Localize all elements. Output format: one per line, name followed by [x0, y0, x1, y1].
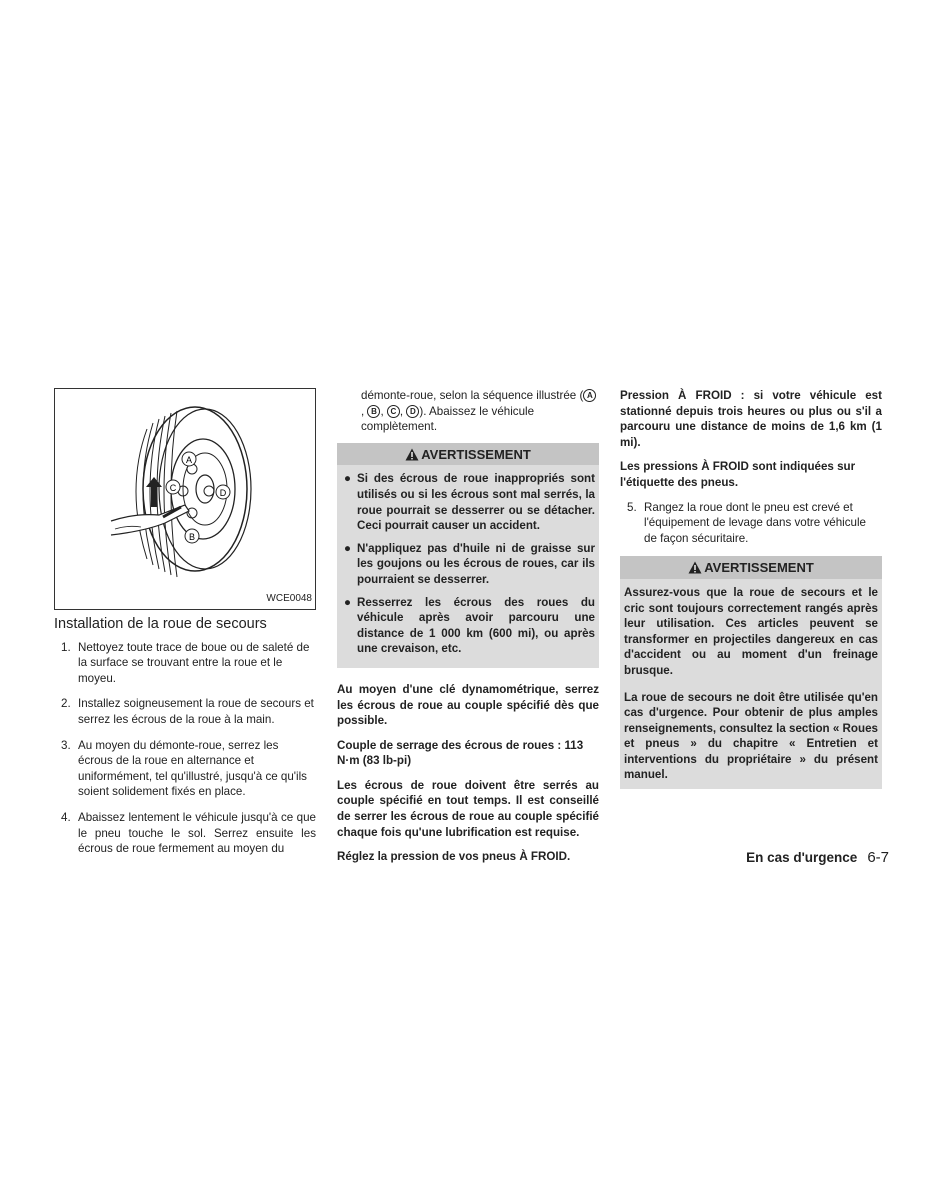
seq-label-a: A [583, 389, 596, 402]
fig-label-c: C [169, 483, 177, 493]
cold-pressure-label: Les pressions À FROID sont indiquées sur l'étiquette des pneus. [620, 460, 856, 489]
warning-box-2 [620, 556, 882, 789]
fig-label-b: B [188, 532, 196, 542]
cold-pressure-def: Pression À FROID : si votre véhicule est stationné depuis trois heures ou plus ou s'il a parcouru une distance de moins de 1,6 km (1 mi). [620, 389, 882, 449]
step-4-continuation: démonte-roue, selon la séquence illustrée ( A, B , C , D ). Abaissez le véhicule complètement. [337, 388, 599, 435]
list-item: 3. Au moyen du démonte-roue, serrez les écrous de la roue en alternance et uniformément, tel qu'illustré, jusqu'à ce qu'ils soient solidement fixés en place. [61, 738, 307, 799]
warning-paragraph: La roue de secours ne doit être utilisée qu'en cas d'urgence. Pour obtenir de plus amples renseignements, consultez la section « Roues et pneus » du chapitre « Entretien et interventions du propriétaire » du présent manuel. [624, 690, 878, 782]
page-number: 6-7 [867, 849, 889, 866]
section-title: Installation de la roue de secours [54, 616, 267, 632]
torque-note: Les écrous de roue doivent être serrés au couple spécifié en tout temps. Il est conseillé de serrer les écrous de roue au couple spécifié chaque fois qu'une lubrification est requise. [337, 778, 599, 839]
seq-label-b: B [367, 405, 380, 418]
column-3 [620, 388, 882, 803]
list-item: 2. Installez soigneusement la roue de secours et serrez les écrous de la roue à la main. [61, 697, 314, 726]
list-item: ● N'appliquez pas d'huile ni de graisse sur les goujons ou les écrous de roues, car ils pourraient se desserrer. [344, 541, 595, 586]
fig-label-d: D [219, 488, 227, 498]
warning-icon [405, 448, 419, 461]
footer-section: En cas d'urgence [746, 850, 858, 865]
figure-code: WCE0048 [266, 593, 312, 605]
warning-title: AVERTISSEMENT [337, 443, 599, 466]
list-item: 4. Abaissez lentement le véhicule jusqu'à ce que le pneu touche le sol. Serrez ensuite les écrous de roue fermement au moyen du [61, 810, 316, 856]
seq-label-d: D [406, 405, 419, 418]
steps-list-continued [620, 500, 882, 547]
warning-icon [688, 561, 702, 574]
wheel-illustration [55, 389, 315, 609]
fig-label-a: A [185, 455, 193, 465]
column-2 [337, 388, 599, 874]
torque-paragraph: Au moyen d'une clé dynamométrique, serrez les écrous de roue au couple spécifié dès que possible. [337, 682, 599, 728]
column-1 [54, 388, 316, 867]
torque-spec: Couple de serrage des écrous de roues : 113 N·m (83 lb-pi) [337, 738, 584, 768]
page-footer [746, 849, 889, 866]
warning-paragraph: Assurez-vous que la roue de secours et le cric sont toujours correctement rangés après leur utilisation. Ces articles peuvent se transformer en projectiles dangereux en cas d'accident ou au moment d'un freinage brusque. [624, 585, 878, 677]
steps-list [54, 640, 316, 857]
wheel-figure [54, 388, 316, 610]
warning-box [337, 443, 599, 668]
seq-label-c: C [387, 405, 400, 418]
list-item: 5. Rangez la roue dont le pneu est crevé et l'équipement de levage dans votre véhicule de façon sécuritaire. [627, 500, 866, 545]
list-item: ● Si des écrous de roue inappropriés sont utilisés ou si les écrous sont mal serrés, la roue pourrait se desserrer ou se détacher. Ceci pourrait causer un accident. [344, 472, 595, 533]
list-item: ● Resserrez les écrous des roues du véhicule après avoir parcouru une distance de 1 000 km (600 mi), ou après une crevaison, etc. [344, 595, 595, 656]
pressure-note: Réglez la pression de vos pneus À FROID. [337, 850, 571, 864]
warning-title-2: AVERTISSEMENT [620, 556, 882, 579]
list-item: 1. Nettoyez toute trace de boue ou de saleté de la surface se trouvant entre la roue et le moyeu. [61, 640, 310, 685]
